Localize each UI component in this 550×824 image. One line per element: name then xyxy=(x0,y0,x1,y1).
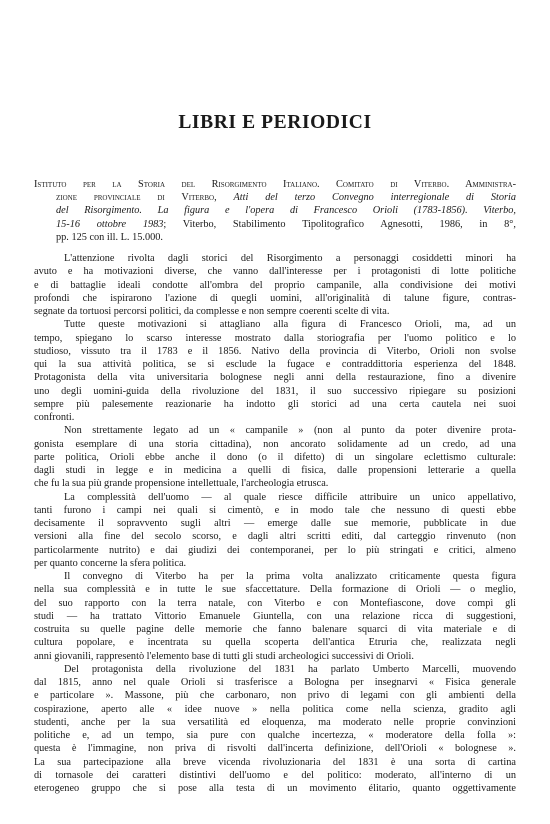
paragraph xyxy=(34,424,516,490)
paragraph-line: parte politica, Orioli ebbe anche il dono (o il difetto) di un singolare eclettismo culturale: xyxy=(34,451,516,463)
reference-text: zione provinciale di Viterbo, xyxy=(56,192,234,204)
paragraph-line: di tornasole dei caratteri distintivi dell'uomo e del politico: moderato, all'interno di un xyxy=(34,769,516,781)
paragraph-line: profondi che ispirarono l'azione di quegli uomini, all'originalità di talune figure, contras- xyxy=(34,292,516,304)
paragraph-line: dagli studi in legge e in medicina a quelli di fisica, dalle propensioni letterarie a quella xyxy=(34,465,516,476)
paragraph-line: L'attenzione rivolta dagli storici del Risorgimento a personaggi cosiddetti minori ha xyxy=(64,253,516,264)
paragraph-line: anni giovanili, rappresentò l'elemento base di tutti gli studi archeologici successivi di Orioli. xyxy=(34,650,414,662)
paragraph-line: e di battaglie ideali condotte all'ombra del proprio campanile, alla condivisione dei motivi xyxy=(34,279,516,291)
paragraph-line: dal 1815, anno nel quale Orioli si trasferisce a Bologna per insegnarvi « Fisica generale xyxy=(34,677,516,688)
paragraph xyxy=(34,570,516,663)
reference-text: Atti del terzo Convegno interregionale di Storia xyxy=(233,192,516,204)
paragraph-line: avuto e ha motivazioni diverse, che vanno dall'interesse per i protagonisti di lotte politiche xyxy=(34,266,516,278)
paragraph-line: decisamente il sopravvento sugli altri — emerge dalle sue memorie, pubblicate in due xyxy=(34,518,516,529)
review-body xyxy=(34,252,516,795)
paragraph xyxy=(34,318,516,424)
paragraph-line: eterogeneo gruppo che si pose alla testa di un movimento élitario, quanto oggettivamente xyxy=(34,783,516,794)
paragraph-line: e particolare ». Massone, più che carbonaro, non privo di legami con gli ambienti della xyxy=(34,690,516,702)
paragraph-line: La complessità dell'uomo — al quale riesce difficile attribuire un unico appellativo, xyxy=(64,491,516,503)
reference-text: Istituto per la Storia del Risorgimento Italiano. Comitato di Viterbo. Amministra- xyxy=(34,179,516,190)
paragraph xyxy=(34,663,516,796)
paragraph-line: studi — ha trattato Vittorio Emanuele Giuntella, con una relazione ricca di suggestioni, xyxy=(34,610,516,622)
paragraph-line: del suo rapporto con la terra natale, con Viterbo e con Montefiascone, dove compì gli xyxy=(34,597,516,609)
paragraph-line: Tutte queste motivazioni si attagliano alla figura di Francesco Orioli, ma, ad un xyxy=(64,319,516,331)
paragraph-line: confronti. xyxy=(34,412,75,423)
paragraph xyxy=(34,491,516,571)
page-title: LIBRI E PERIODICI xyxy=(178,112,372,133)
paragraph-line: uno degli uomini-guida della rivoluzione del 1831, il suo successivo ripiegare su posizioni xyxy=(34,385,516,397)
paragraph-line: gonista esemplare di una storia cittadina), non ancorato solidamente ad un credo, ad una xyxy=(34,438,516,450)
paragraph-line: costruita su quelle pagine delle memorie che fanno balenare squarci di vita materiale e di xyxy=(34,624,516,635)
paragraph-line: sempre più palesemente reazionarie ha indotto gli storici ad una certa cautela nei suoi xyxy=(34,398,516,410)
paragraph-line: Non strettamente legato ad un « campanile » (non al punto da poter divenire prota- xyxy=(64,425,516,437)
paragraph-line: La sua partecipazione alla breve vicenda rivoluzionaria del 1831 è una sorta di cartina xyxy=(34,756,516,768)
paragraph-line: Protagonista della vita universitaria bolognese negli anni della restaurazione, fino a divenire xyxy=(34,372,516,384)
paragraph-line: cospirazione, aperto alle « idee nuove » nella politica come nella scienza, gradito agli xyxy=(34,703,516,715)
bibliographic-reference xyxy=(34,178,516,244)
paragraph xyxy=(34,252,516,318)
paragraph-line: Il convegno di Viterbo ha per la prima volta analizzato criticamente questa figura xyxy=(64,571,516,582)
paragraph-line: politiche e, ad un tempo, sia pure con qualche incertezza, « moderatore della folla »: xyxy=(34,730,516,741)
paragraph-line: studioso, vissuto tra il 1783 e il 1856. Nativo della provincia di Viterbo, Orioli non svolse xyxy=(34,345,516,357)
paragraph-line: nella sua complessità e in tutte le sue sfaccettature. Della formazione di Orioli — o meglio, xyxy=(34,584,516,596)
reference-text: del Risorgimento. La figura e l'opera di Francesco Orioli (1783-1856). Viterbo, xyxy=(56,205,516,217)
reference-line xyxy=(34,231,516,244)
paragraph-line: tanti furono i campi nei quali si cimentò, e in modo tale che nessuno di questi ebbe xyxy=(34,504,516,516)
reference-text: ; Viterbo, Stabilimento Tipolitografico Agnesotti, 1986, in 8°, xyxy=(163,218,516,230)
reference-line xyxy=(34,178,516,191)
reference-text: pp. 125 con ill. L. 15.000. xyxy=(56,231,163,243)
paragraph-line: Del protagonista della rivoluzione del 1831 ha parlato Umberto Marcelli, muovendo xyxy=(64,663,516,675)
paragraph-line: qui la sua attività politica, se si esclude la fugace e contraddittoria esperienza del 1848. xyxy=(34,359,516,370)
paragraph-line: questa è l'immagine, non priva di risvolti dall'incerta definizione, dell'Orioli « bolognese ». xyxy=(34,743,516,755)
paragraph-line: particolarmente nutrito) e dai giudizi dei contemporanei, per lo più stringati e critici, almeno xyxy=(34,544,516,556)
reference-line xyxy=(34,191,516,204)
paragraph-line: versioni alla fine del secolo scorso, e dagli altri scritti editi, dal carteggio rinvenuto (non xyxy=(34,531,516,543)
paragraph-line: segnate da tortuosi percorsi politici, da complesse e non sempre coerenti scelte di vita. xyxy=(34,306,390,317)
paragraph-line: studenti, anche per la sua versatilità ed eloquenza, ma moderato nelle proprie convinzioni xyxy=(34,716,516,728)
paragraph-line: cultura popolare, e incentrata su quella scoperta dell'antica Etruria che, realizzata negli xyxy=(34,637,516,649)
reference-line xyxy=(34,204,516,217)
paragraph-line: tempo, spiegano lo scarso interesse mostrato dalla storiografia per l'uomo politico e lo xyxy=(34,332,516,344)
paragraph-line: che fu la sua più grande propensione intellettuale, l'archeologia etrusca. xyxy=(34,478,329,490)
reference-line xyxy=(34,218,516,231)
reference-text: 15-16 ottobre 1983 xyxy=(56,218,164,230)
paragraph-line: per quanto concerne la sfera politica. xyxy=(34,557,187,569)
